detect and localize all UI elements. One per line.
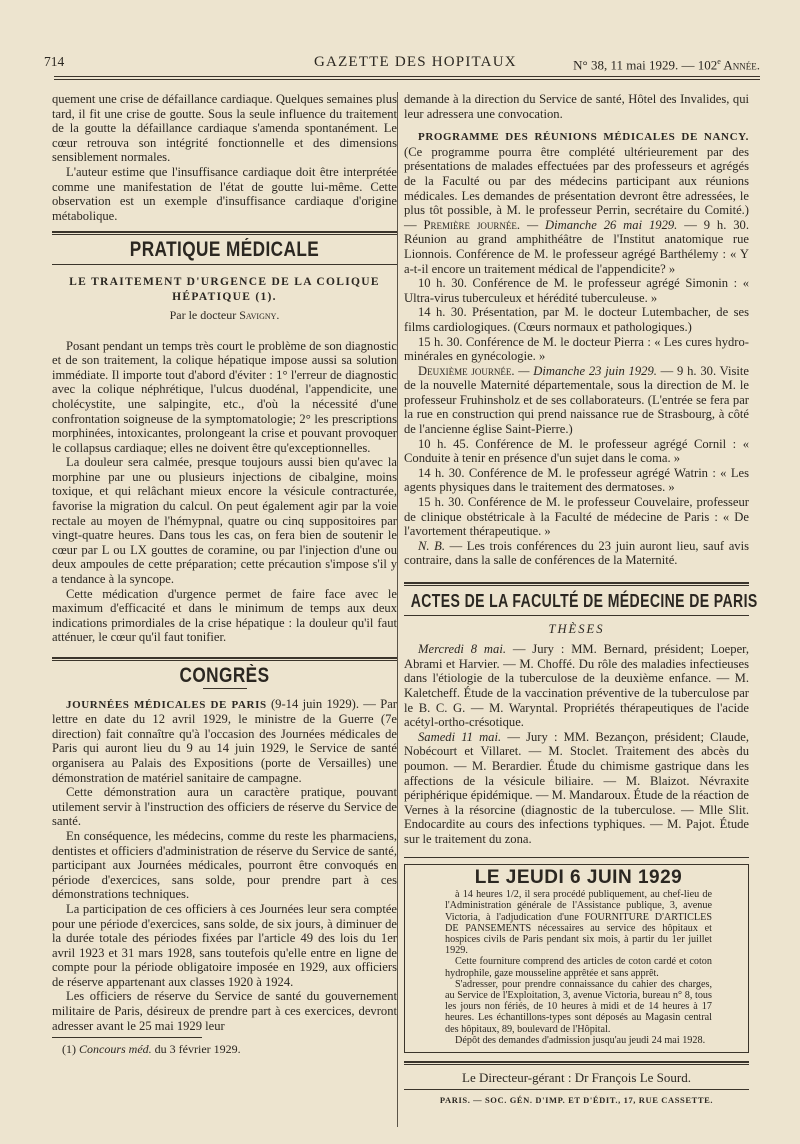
header-rule	[54, 76, 760, 80]
footnote	[52, 1042, 397, 1057]
day1-date: — Dimanche 26 mai 1929.	[520, 217, 678, 232]
section-rule	[404, 582, 749, 586]
programme-paragraph	[404, 364, 749, 437]
section-title-pratique: PRATIQUE MÉDICALE	[129, 238, 320, 262]
adjudication-notice	[404, 864, 749, 1053]
footnote-marker: (1)	[62, 1042, 79, 1057]
section-rule	[404, 1061, 749, 1065]
director-line: Le Directeur-gérant : Dr François Le Sourd.	[462, 1069, 691, 1085]
continued-paragraph: demande à la direction du Service de santé, Hôtel des Invalides, qui leur adressera une convocation.	[404, 92, 749, 121]
programme-paragraph: 10 h. 30. Conférence de M. le professeur agrégé Simonin : « Ultra-virus tuberculeux et hérédité tuberculeuse. »	[404, 276, 749, 305]
programme-text: (Ce programme pourra être complété ultérieurement par des présentations de malades effectuées par des professeurs et agrégés de la Faculté ou par des médecins participant aux réunions médicales. Les demandes de présentation devront être adressées, le plus tôt possible, à M. le professeur Perrin, secrétaire du Comité.) —	[404, 144, 749, 232]
congres-paragraph: Les officiers de réserve du Service de santé du gouvernement militaire de Paris, désireux de prendre part à ces exercices, devront adresser avant le 25 mai 1929 leur	[52, 989, 397, 1033]
day1-label: Première journée.	[423, 217, 521, 232]
printer-line: PARIS. — SOC. GÉN. D'IMP. ET D'ÉDIT., 17, RUE CASSETTE.	[439, 1094, 714, 1105]
intro-paragraph: L'auteur estime que l'insuffisance cardiaque doit être interprétée comme une manifestation de l'état de goutte lui-même. Cette observation est un exemple d'insuffisance cardiaque d'origine métabolique.	[52, 164, 397, 223]
newspaper-page	[44, 46, 760, 1136]
article-byline	[52, 308, 397, 323]
notice-title: LE JEUDI 6 JUIN 1929	[474, 866, 683, 888]
day1-text: — 9 h. 30. Réunion au grand amphithéâtre de l'Institut anatomique rue Lionnois. Conférence de M. le professeur agrégé Barthélemy : « Y a-t-il encore un traitement médical de l'appendicite? »	[404, 217, 749, 276]
congres-lead: JOURNÉES MÉDICALES DE PARIS	[66, 698, 267, 711]
congres-text: (9-14 juin 1929). — Par lettre en date du 12 avril 1929, le ministre de la Guerre (7e direction) fait connaître qu'à l'occasion des Journées médicales de Paris qui auront lieu du 9 au 14 juin 1929, le Service de santé organisera au Palais des Expositions (porte de Versailles) une démonstration de matériel sanitaire de campagne.	[52, 696, 397, 785]
section-rule	[404, 615, 749, 616]
issue-number: N° 38, 11 mai 1929. — 102	[573, 57, 718, 73]
right-column	[404, 92, 758, 1107]
article-title: LE TRAITEMENT D'URGENCE DE LA COLIQUE HÉPATIQUE (1).	[69, 275, 380, 303]
section-rule	[404, 857, 749, 858]
programme-paragraph	[404, 129, 749, 276]
section-rule	[404, 1089, 749, 1090]
theses-text: — Jury : MM. Bezançon, président; Claude, Nobécourt et Villaret. — M. Stoclet. Traitement des abcès du poumon. — M. Berardier. Étude du chimisme gastrique dans les affections de la vésicule biliaire. — M. Blaizot. Névraxite périphérique épidémique. — M. Mandaroux. Étude de la réaction de Vernes à la résorcine (diagnostic de la tuberculose. — Mlle Slit. Endocardite au cours des infections typhiques. — M. Pajot. Étude sur le traitement du zona.	[404, 729, 749, 846]
notice-paragraph: S'adresser, pour prendre connaissance du cahier des charges, au Service de l'Exploitation, 3, avenue Victoria, bureau n° 8, tous les jours non fériés, de 10 heures à midi et de 14 heures à 17 heures. Les échantillons-types sont déposés au Magasin central des hôpitaux, 89, boulevard de l'Hôpital.	[445, 978, 712, 1035]
article-paragraph: Cette médication d'urgence permet de faire face avec le maximum d'efficacité et dans le minimum de temps aux deux indications primordiales de la crise hépatique : la douleur qu'il faut atténuer, le cœur qu'il faut tonifier.	[52, 586, 397, 645]
issue-year-label: Année.	[720, 57, 760, 73]
running-head	[44, 52, 760, 72]
column-divider	[397, 92, 398, 1127]
congres-paragraph: En conséquence, les médecins, comme du reste les pharmaciens, dentistes et officiers d'administration de réserve du Service de santé, participant aux Journées médicales, pourront être convoqués en période d'exercices, sans solde, pour prendre part à ces démonstrations techniques.	[52, 828, 397, 902]
nb-label: N. B.	[418, 538, 445, 553]
congres-paragraph	[52, 697, 397, 786]
issue-superscript: e	[717, 57, 721, 66]
day2-text: — 9 h. 30. Visite de la nouvelle Maternité départementale, sous la direction de M. le professeur Fruhinsholz et de ses collaborateurs. (L'entrée se fera par la rue en construction qui prend naissance rue de Strasbourg, à côté de l'ancienne église Saint-Pierre.)	[404, 363, 749, 437]
programme-paragraph: 15 h. 30. Conférence de M. le professeur Couvelaire, professeur de clinique obstétricale à la Faculté de médecine de Paris : « De l'avortement thérapeutique. »	[404, 495, 749, 539]
section-title-actes: ACTES DE LA FACULTÉ DE MÉDECINE DE PARIS	[410, 591, 758, 611]
notice-paragraph: Cette fourniture comprend des articles de coton cardé et coton hydrophile, gaze mousseline apprêtée et sans apprêt.	[445, 956, 712, 979]
programme-paragraph: 14 h. 30. Conférence de M. le professeur agrégé Watrin : « Les agents physiques dans le traitement des dermatoses. »	[404, 465, 749, 495]
section-title-congres: CONGRÈS	[179, 664, 270, 687]
article-paragraph: La douleur sera calmée, presque toujours aussi bien qu'avec la morphine par une ou plusieurs injections de cibalgine, moins toxique, et qui relâchant mieux encore la vésicule contracturée, favorise la migration du calcul. On peut également agir par la voie rectale au moyen de l'hémypnal, quatre ou cinq suppositoires par vingt-quatre heures. Dans tous les cas, on fera bien de soutenir le cœur par L ou LX gouttes de coramine, ou par l'injection d'une ou deux ampoules de cette préparation; cette précaution s'impose s'il y a tendance à la syncope.	[52, 455, 397, 587]
journal-title: GAZETTE DES HOPITAUX	[314, 54, 517, 70]
theses-date: Samedi 11 mai.	[418, 729, 502, 744]
left-column	[52, 92, 397, 1057]
section-rule	[52, 231, 397, 235]
notice-paragraph: Dépôt des demandes d'admission jusqu'au jeudi 24 mai 1928.	[455, 1034, 706, 1046]
notice-body	[445, 889, 712, 1046]
article-paragraph: Posant pendant un temps très court le problème de son diagnostic et de son traitement, la colique hépatique impose aussi sa solution immédiate. Il importe tout d'abord d'éviter : 1° l'erreur de diagnostic avec la colique néphrétique, l'ulcus duodénal, l'appendicite, une cholécystite, une salpingite, etc., d'où la nécessité d'une confrontation soigneuse de la symptomatologie; 2° les prescriptions morphinées, intoxicantes, prolongeant la crise et pouvant provoquer le collapsus cardiaque; elles ne doivent être qu'exceptionnelles.	[52, 338, 397, 455]
congres-paragraph: La participation de ces officiers à ces Journées leur sera comptée pour une période d'exercices, sans solde, de six jours, à diminuer de la durée totale des périodes fixées par l'article 49 des lois du 1er avril 1923 et 31 mars 1928, sans toutefois qu'elle entre en ligne de compte pour la période obligatoire imposée en 1929, aux officiers de réserve appartenant aux classes 1920 à 1924.	[52, 901, 397, 989]
programme-lead: PROGRAMME DES RÉUNIONS MÉDICALES DE NANCY.	[418, 131, 749, 144]
programme-paragraph: 15 h. 30. Conférence de M. le docteur Pierra : « Les cures hydro-minérales en gynécologie. »	[404, 334, 749, 364]
theses-date: Mercredi 8 mai.	[418, 642, 506, 657]
programme-paragraph: 10 h. 45. Conférence de M. le professeur agrégé Cornil : « Conduite à tenir en présence d'un sujet dans le coma. »	[404, 436, 749, 466]
day2-date: — Dimanche 23 juin 1929.	[514, 363, 657, 378]
theses-text: — Jury : MM. Bernard, président; Loeper, Abrami et Harvier. — M. Choffé. Du rôle des maladies infectieuses dans l'étiologie de la tuberculose de la deuxième enfance. — M. Kaletcheff. Étude de la vaccination préventive de la tuberculose par le B. C. G. — M. Waryntal. Propriétés thérapeutiques de l'acide acétyl-ortho-crésotique.	[404, 642, 749, 730]
section-rule	[52, 657, 397, 661]
page-number: 714	[44, 54, 65, 69]
nota-bene	[404, 539, 749, 568]
programme-paragraph: 14 h. 30. Présentation, par M. le docteur Lutembacher, de ses films cardiologiques. (Cœurs normaux et pathologiques.)	[404, 305, 749, 334]
footnote-rule	[52, 1037, 202, 1038]
byline-author: Savigny.	[239, 307, 280, 322]
intro-paragraph: quement une crise de défaillance cardiaque. Quelques semaines plus tard, il fit une crise de goutte. Sous la seule influence du traitement de la goutte la défaillance cardiaque s'amenda spontanément. Le cœur retrouva son intégrité fonctionnelle et des dimensions sensiblement normales.	[52, 92, 397, 165]
theses-paragraph	[404, 730, 749, 847]
footnote-reference: Concours méd.	[79, 1042, 152, 1057]
ornament-rule	[203, 688, 247, 689]
issue-info	[573, 52, 760, 75]
notice-paragraph: à 14 heures 1/2, il sera procédé publiquement, au chef-lieu de l'Administration générale de l'Assistance publique, 3, avenue Victoria, à l'adjudication d'une FOURNITURE D'ARTICLES DE PANSEMENTS nécessaires au service des hôpitaux et hospices civils de Paris pendant six mois, à partir du 1er juillet 1929.	[445, 889, 712, 957]
day2-label: Deuxième journée.	[418, 363, 515, 378]
congres-paragraph: Cette démonstration aura un caractère pratique, pouvant utilement servir à l'instruction des officiers de réserve du Service de santé.	[52, 785, 397, 829]
footnote-text: du 3 février 1929.	[151, 1042, 241, 1057]
theses-heading: THÈSES	[548, 621, 605, 636]
nb-text: — Les trois conférences du 23 juin auront lieu, sauf avis contraire, dans la salle de conférences de la Maternité.	[404, 538, 749, 568]
byline-prefix: Par le docteur	[169, 307, 240, 322]
section-rule	[52, 264, 397, 265]
theses-paragraph	[404, 642, 749, 730]
